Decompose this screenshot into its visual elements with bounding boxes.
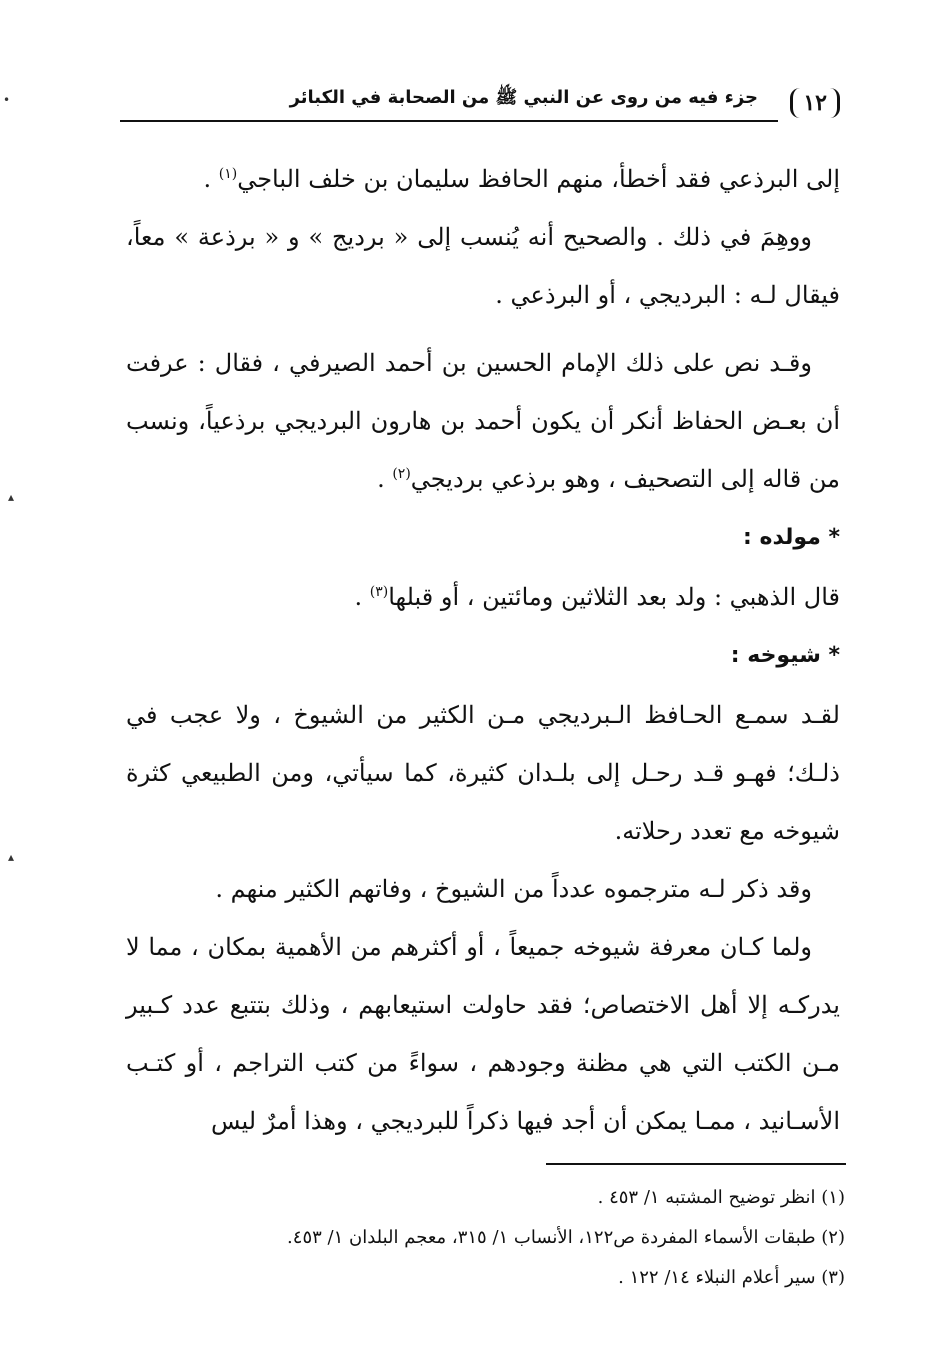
running-title: جزء فيه من روى عن النبي ﷺ من الصحابة في الكبائر [289,87,758,108]
paragraph-4: قال الذهبي : ولد بعد الثلاثين ومائتين ، أو قبلها$^{(٣)}$ . [354,583,840,611]
paragraph-2: ووهِمَ في ذلك . والصحيح أنه يُنسب إلى « برديج » و « برذعة » معاً، فيقال لـه : البرديجي ، أو البرذعي . [126,223,840,309]
margin-speck: ▴ [8,850,15,864]
section-heading-teachers: * شيوخه : [730,643,840,668]
footnote-2: (٢) طبقات الأسماء المفردة ص١٢٢، الأنساب ١/ ٣١٥، معجم البلدان ١/ ٤٥٣. [287,1227,845,1248]
footnote-ref-3[interactable]: (٣) [369,584,389,600]
footnote-rule [546,1163,846,1165]
paragraph-6: وقد ذكر لـه مترجموه عدداً من الشيوخ ، وفاتهم الكثير منهم . [215,875,812,903]
header-rule [120,120,778,122]
footnotes [130,1178,845,1298]
margin-speck: ▴ [8,490,15,504]
footnote-1: (١) انظر توضيح المشتبه ١/ ٤٥٣ . [597,1187,845,1208]
section-heading-birth: * مولده : [743,525,840,550]
margin-speck: • [3,93,11,107]
footnote-3: (٣) سير أعلام النبلاء ١٤/ ١٢٢ . [618,1267,845,1288]
paragraph-3: وقـد نص على ذلك الإمام الحسين بن أحمد الصيرفي ، فقال : عرفت أن بعـض الحفاظ أنكر أن يكون أحمد بن هارون البرديجي برذعياً، ونسب من قاله إلى التصحيف ، وهو برذعي برديجي$^{(٢)}$ . [126,349,840,493]
main-text [126,150,840,1150]
footnote-ref-2[interactable]: (٢) [392,466,411,482]
page-header [120,84,840,128]
footnote-ref-1[interactable]: (١) [218,166,238,182]
paragraph-1: إلى البرذعي فقد أخطأ، منهم الحافظ سليمان بن خلف الباجي$^{(١)}$ . [203,165,840,193]
paragraph-5: لقـد سمـع الحـافظ الـبرديجي مـن الكثير من الشيوخ ، ولا عجب في ذلـك؛ فهـو قـد رحـل إلى بلـدان كثيرة، كما سيأتي، ومن الطبيعي كثرة شيوخه مع تعدد رحلاته. [126,701,840,845]
paragraph-7: ولما كـان معرفة شيوخه جميعاً ، أو أكثرهم من الأهمية بمكان ، مما لا يدركـه إلا أهل الاختصاص؛ فقد حاولت استيعابهم ، وذلك بتتبع عدد كـبير مـن الكتب التي هي مظنة وجودهم ، سواءً من كتب التراجم ، أو كتـب الأسـانيد ، ممـا يمكن أن أجد فيها ذكراً للبرديجي ، وهذا أمرٌ ليس [126,933,840,1135]
page-number: ١٢ [790,88,840,118]
